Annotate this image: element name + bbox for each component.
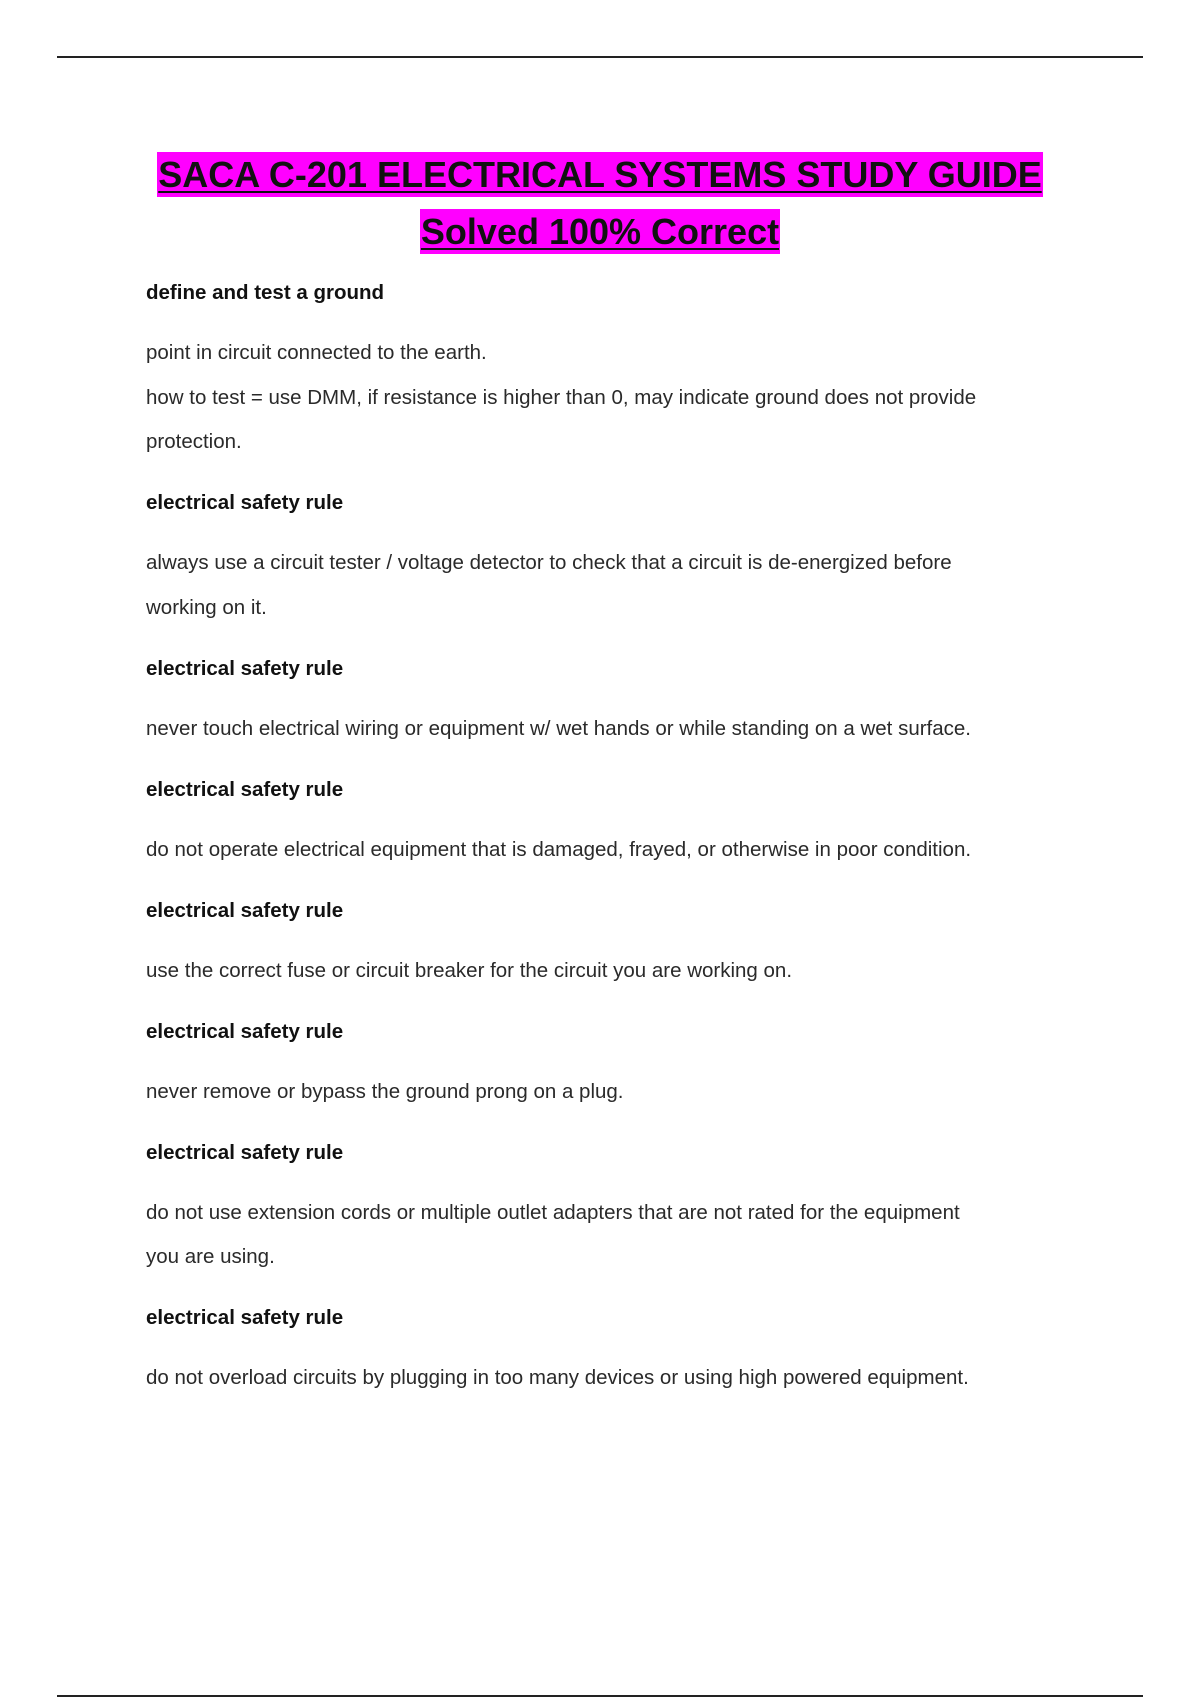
card-question: electrical safety rule [146, 1020, 344, 1043]
document-title [0, 146, 1200, 260]
card-answer-line: do not operate electrical equipment that is damaged, frayed, or otherwise in poor condition. [146, 838, 972, 861]
card-question: electrical safety rule [146, 778, 344, 801]
card-question: electrical safety rule [146, 1306, 344, 1329]
card-answer-line: protection. [146, 430, 242, 453]
top-rule [57, 56, 1143, 58]
card-answer-line: never remove or bypass the ground prong on a plug. [146, 1080, 624, 1103]
card-question: electrical safety rule [146, 899, 344, 922]
card-question: electrical safety rule [146, 657, 344, 680]
card-question: electrical safety rule [146, 491, 344, 514]
card-answer-line: do not overload circuits by plugging in too many devices or using high powered equipment. [146, 1366, 969, 1389]
card-answer-line: use the correct fuse or circuit breaker for the circuit you are working on. [146, 959, 793, 982]
bottom-rule [57, 1695, 1143, 1697]
card-answer-line: working on it. [146, 596, 267, 619]
title-line-1: SACA C-201 ELECTRICAL SYSTEMS STUDY GUIDE [158, 154, 1042, 195]
card-answer-line: never touch electrical wiring or equipment w/ wet hands or while standing on a wet surface. [146, 717, 971, 740]
title-line-2: Solved 100% Correct [420, 211, 780, 252]
card-answer-line: always use a circuit tester / voltage detector to check that a circuit is de-energized before [146, 551, 952, 574]
card-answer-line: how to test = use DMM, if resistance is higher than 0, may indicate ground does not provide [146, 386, 977, 409]
card-answer-line: do not use extension cords or multiple outlet adapters that are not rated for the equipment [146, 1201, 960, 1224]
card-question: define and test a ground [146, 281, 385, 304]
card-question: electrical safety rule [146, 1141, 344, 1164]
card-answer-line: point in circuit connected to the earth. [146, 341, 487, 364]
card-answer-line: you are using. [146, 1245, 275, 1268]
